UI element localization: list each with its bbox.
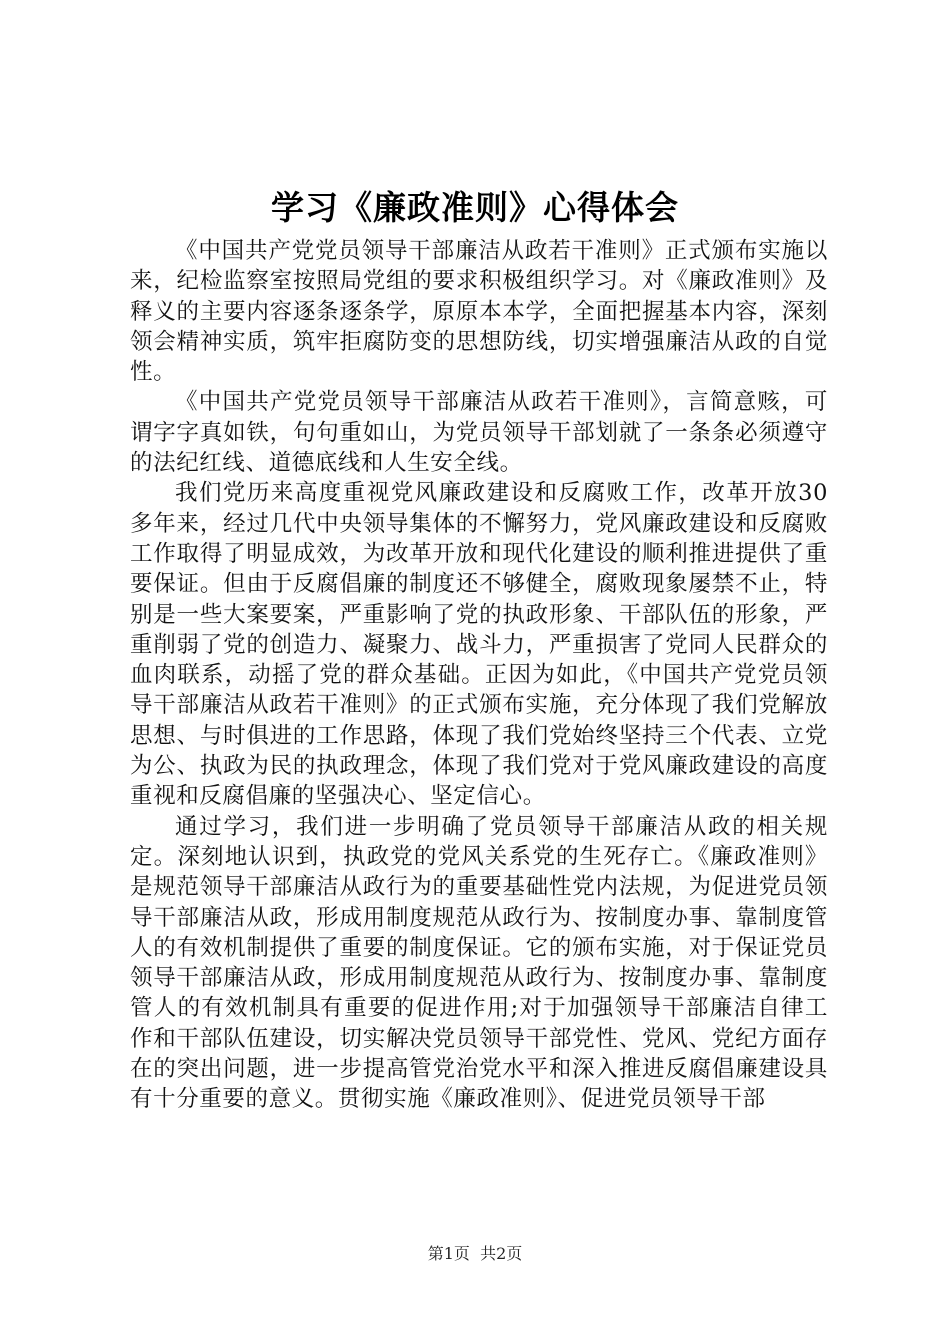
document-title: 学习《廉政准则》心得体会 [271,188,679,227]
page-footer: 第1页 共2页 [427,1244,523,1263]
document-body [130,236,828,1115]
paragraph-2: 《中国共产党党员领导干部廉洁从政若干准则》，言简意赅，可谓字字真如铁，句句重如山，为党员领导干部划就了一条条必须遵守的法纪红线、道德底线和人生安全线。 [130,389,828,477]
paragraph-1: 《中国共产党党员领导干部廉洁从政若干准则》正式颁布实施以来，纪检监察室按照局党组的要求积极组织学习。对《廉政准则》及释义的主要内容逐条逐条学，原原本本学，全面把握基本内容，深刻领会精神实质，筑牢拒腐防变的思想防线，切实增强廉洁从政的自觉性。 [130,238,828,386]
paragraph-4: 通过学习，我们进一步明确了党员领导干部廉洁从政的相关规定。深刻地认识到，执政党的党风关系党的生死存亡。《廉政准则》是规范领导干部廉洁从政行为的重要基础性党内法规，为促进党员领导干部廉洁从政，形成用制度规范从政行为、按制度办事、靠制度管人的有效机制提供了重要的制度保证。它的颁布实施，对于保证党员领导干部廉洁从政，形成用制度规范从政行为、按制度办事、靠制度管人的有效机制具有重要的促进作用;对于加强领导干部廉洁自律工作和干部队伍建设，切实解决党员领导干部党性、党风、党纪方面存在的突出问题，进一步提高管党治党水平和深入推进反腐倡廉建设具有十分重要的意义。贯彻实施《廉政准则》、促进党员领导干部 [130,813,828,1113]
paragraph-3: 我们党历来高度重视党风廉政建设和反腐败工作，改革开放30多年来，经过几代中央领导集体的不懈努力，党风廉政建设和反腐败工作取得了明显成效，为改革开放和现代化建设的顺利推进提供了重要保证。但由于反腐倡廉的制度还不够健全，腐败现象屡禁不止，特别是一些大案要案，严重影响了党的执政形象、干部队伍的形象，严重削弱了党的创造力、凝聚力、战斗力，严重损害了党同人民群众的血肉联系，动摇了党的群众基础。正因为如此，《中国共产党党员领导干部廉洁从政若干准则》的正式颁布实施，充分体现了我们党解放思想、与时俱进的工作思路，体现了我们党始终坚持三个代表、立党为公、执政为民的执政理念，体现了我们党对于党风廉政建设的高度重视和反腐倡廉的坚强决心、坚定信心。 [130,480,828,810]
